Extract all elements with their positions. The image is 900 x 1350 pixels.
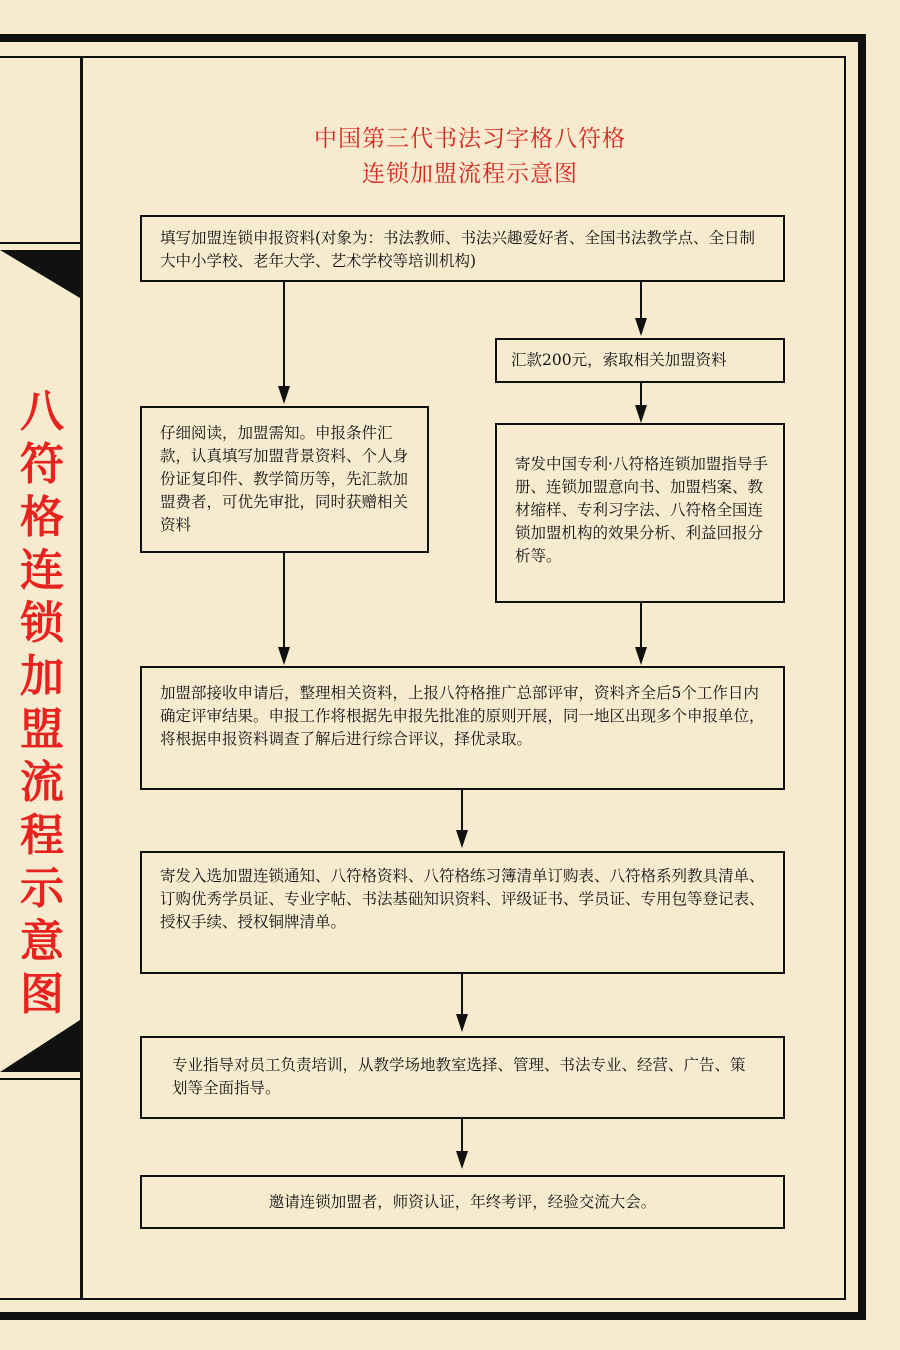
step-read-notice (140, 406, 429, 553)
arrow-head (456, 830, 468, 848)
sidebar-band-bottom (0, 1020, 82, 1072)
sidebar-char: 格 (20, 492, 64, 543)
sidebar-char: 意 (20, 916, 64, 967)
page-title-line1: 中国第三代书法习字格八符格 (314, 126, 626, 152)
arrow-head (278, 386, 290, 404)
sidebar-char: 流 (20, 757, 64, 808)
step-training-text: 专业指导对员工负责培训，从教学场地教室选择、管理、书法专业、经营、广告、策划等全面指导。 (172, 1056, 746, 1097)
sidebar-char: 盟 (20, 704, 64, 755)
step-fill-form (140, 215, 785, 282)
arrow-shaft (283, 282, 285, 388)
frame-bottom-thick (0, 1312, 866, 1320)
arrow-shaft (461, 974, 463, 1016)
arrow-shaft (640, 603, 642, 649)
step-remit-text: 汇款200元，索取相关加盟资料 (511, 351, 727, 369)
arrow-head (456, 1151, 468, 1169)
step-review-text: 加盟部接收申请后，整理相关资料，上报八符格推广总部评审，资料齐全后5个工作日内确定评审结果。申报工作将根据先申报先批准的原则开展，同一地区出现多个申报单位，将根据申报资料调查了解后进行综合评议，择优录取。 (160, 684, 765, 748)
arrow-shaft (640, 282, 642, 320)
sidebar-char: 锁 (20, 598, 64, 649)
sidebar-char: 示 (20, 863, 64, 914)
step-send-notice-text: 寄发入选加盟连锁通知、八符格资料、八符格练习簿清单订购表、八符格系列教具清单、订购优秀学员证、专业字帖、书法基础知识资料、评级证书、学员证、专用包等登记表、授权手续、授权铜牌清单。 (160, 867, 765, 931)
page-title-line2: 连锁加盟流程示意图 (362, 161, 578, 187)
sidebar-char: 图 (20, 969, 64, 1020)
arrow-head (278, 647, 290, 665)
step-remit (495, 338, 785, 383)
step-send-materials (495, 423, 785, 603)
step-send-materials-text: 寄发中国专利·八符格连锁加盟指导手册、连锁加盟意向书、加盟档案、教材缩样、专利习字法、八符格全国连锁加盟机构的效果分析、利益回报分析等。 (515, 455, 768, 565)
sidebar-char: 符 (20, 439, 64, 490)
sidebar-char: 加 (20, 651, 64, 702)
frame-top-thick (0, 34, 866, 42)
step-training (140, 1036, 785, 1119)
step-fill-form-text: 填写加盟连锁申报资料(对象为：书法教师、书法兴趣爱好者、全国书法教学点、全日制大中小学校、老年大学、艺术学校等培训机构) (160, 229, 756, 270)
sidebar-band-bottom-line (0, 1078, 82, 1080)
step-invite (140, 1175, 785, 1229)
sidebar-char: 程 (20, 810, 64, 861)
arrow-head (635, 405, 647, 423)
sidebar-band-top-line (0, 242, 82, 244)
step-read-notice-text: 仔细阅读，加盟需知。申报条件汇款，认真填写加盟背景资料、个人身份证复印件、教学简历等，先汇款加盟费者，可优先审批，同时获赠相关资料 (160, 424, 409, 534)
frame-inner-bottom (0, 1298, 846, 1300)
frame-right-thick (858, 34, 866, 1320)
arrow-shaft (283, 553, 285, 649)
frame-inner-top (0, 56, 846, 58)
step-review (140, 666, 785, 790)
sidebar-char: 连 (20, 545, 64, 596)
arrow-shaft (640, 383, 642, 407)
sidebar-band-top (0, 250, 82, 298)
arrow-head (635, 647, 647, 665)
frame-inner-right (844, 56, 846, 1300)
sidebar-vertical-title (16, 385, 68, 1021)
arrow-shaft (461, 790, 463, 832)
step-send-notice (140, 851, 785, 974)
arrow-head (635, 318, 647, 336)
arrow-head (456, 1014, 468, 1032)
arrow-shaft (461, 1119, 463, 1153)
sidebar-char: 八 (20, 386, 64, 437)
step-invite-text: 邀请连锁加盟者，师资认证，年终考评，经验交流大会。 (268, 1193, 657, 1211)
